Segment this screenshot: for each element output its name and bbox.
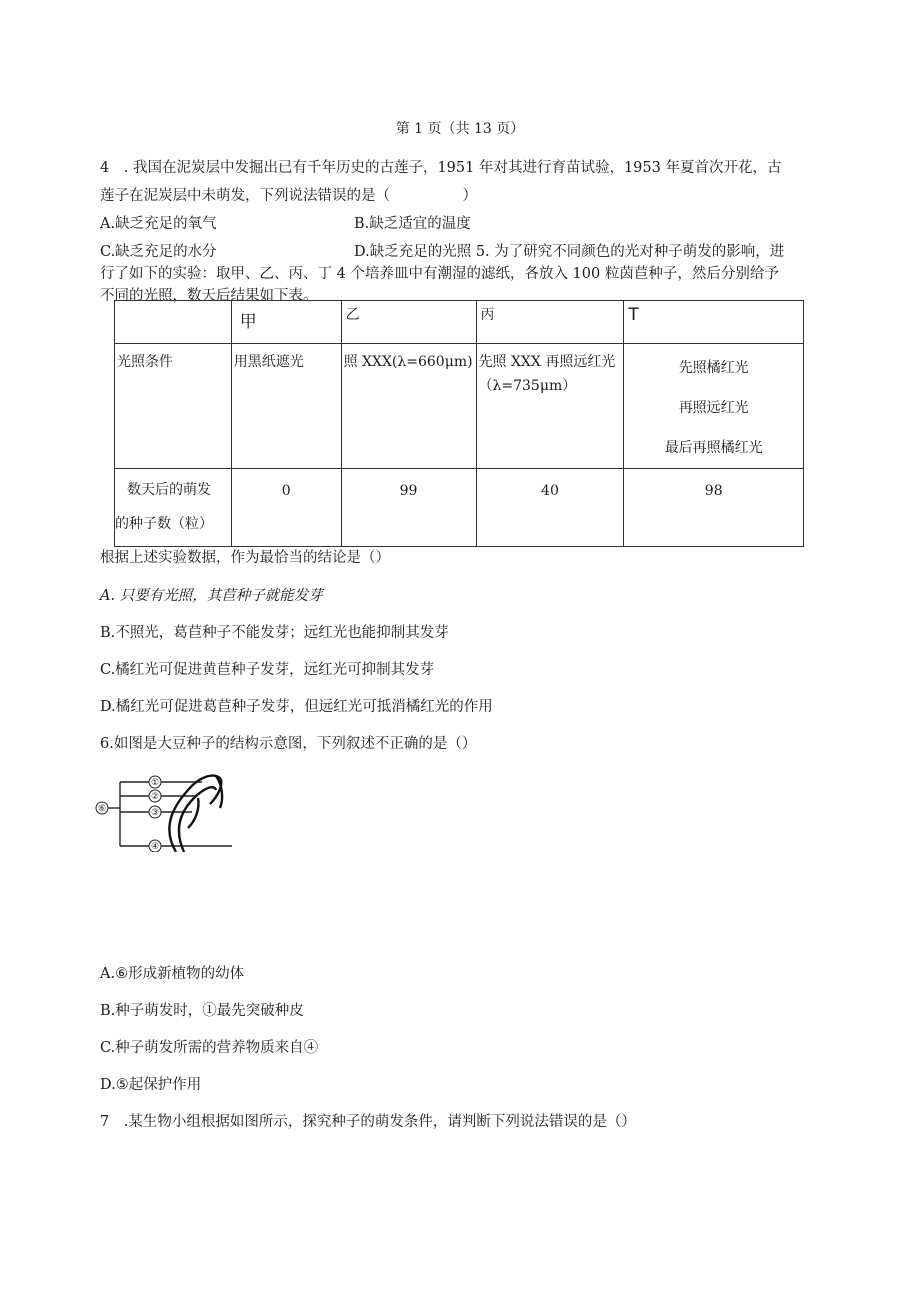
table-header-cell: 乙 [341,301,476,344]
q4-option-d-q5-start: D.缺乏充足的光照 5. 为了研究不同颜色的光对种子萌发的影响，进 [354,244,785,260]
q5-option-b: B.不照光，葛苣种子不能发芽；远红光也能抑制其发芽 [100,625,449,641]
q4-question-line1: 4 . 我国在泥炭层中发掘出已有千年历史的古莲子，1951 年对其进行育苗试验，1953 年夏首次开花，古 [100,160,782,176]
table-cell: 用黑纸遮光 [231,344,341,469]
result-label-line: 数天后的萌发 [127,482,211,498]
q5-option-a: A. 只要有光照，其苣种子就能发芽 [100,588,323,604]
diagram-label-4: ④ [150,842,160,852]
table-cell: 照 XXX(λ=660μm) [341,344,476,469]
table-row [115,301,804,344]
q6-prompt: 6.如图是大豆种子的结构示意图，下列叙述不正确的是（） [100,736,477,752]
table-header-cell [115,301,232,344]
condition-ding-line: 再照远红光 [678,400,749,416]
q5-prompt: 根据上述实验数据，作为最恰当的结论是（） [100,550,390,566]
table-cell: 先照 XXX 再照远红光（λ=735μm） [476,344,624,469]
q6-option-b: B.种子萌发时，①最先突破种皮 [100,1003,304,1019]
table-cell [624,344,804,469]
table-header-cell: 丙 [476,301,624,344]
table-cell: 光照条件 [115,344,232,469]
q5-question-line2: 行了如下的实验：取甲、乙、丙、丁 4 个培养皿中有潮湿的滤纸，各放入 100 粒茵苣种子，然后分别给予 [100,266,779,282]
table-row [115,469,804,547]
table-cell [115,469,232,547]
table-cell: 98 [624,469,804,547]
q4-question-line2: 莲子在泥炭层中未萌发，下列说法错误的是（ ） [100,188,477,204]
q4-option-a: A.缺乏充足的氧气 [100,216,217,232]
condition-ding-line: 最后再照橘红光 [664,440,763,456]
q4-option-c: C.缺乏充足的水分 [100,244,217,260]
result-label-line: 的种子数（粒） [115,516,213,532]
diagram-label-3: ③ [150,808,160,818]
diagram-label-2: ② [150,792,160,802]
table-header-cell: 甲 [231,301,341,344]
table-cell: 99 [341,469,476,547]
q7-prompt: 7 .某生物小组根据如图所示，探究种子的萌发条件，请判断下列说法错误的是（） [100,1114,636,1130]
q5-question-line3: 不同的光照，数天后结果如下表。 [100,288,318,304]
table-cell: 0 [231,469,341,547]
condition-ding-line: 先照橘红光 [678,360,749,376]
q5-option-d: D.橘红光可促进葛苣种子发芽，但远红光可抵消橘红光的作用 [100,699,493,715]
q4-option-b: B.缺乏适宜的温度 [354,216,471,232]
experiment-table [114,300,804,547]
q6-option-c: C.种子萌发所需的营养物质来自④ [100,1040,319,1056]
diagram-label-1: ① [150,778,160,788]
diagram-label-6: ⑥ [97,804,107,814]
table-row [115,344,804,469]
table-header-cell: T [624,301,804,344]
soybean-seed-diagram [92,768,232,852]
page-header: 第 1 页（共 13 页） [395,121,525,137]
table-cell: 40 [476,469,624,547]
q6-option-a: A.⑥形成新植物的幼体 [100,966,245,982]
q5-option-c: C.橘红光可促进黄苣种子发芽，远红光可抑制其发芽 [100,662,435,678]
q6-option-d: D.⑤起保护作用 [100,1077,202,1093]
